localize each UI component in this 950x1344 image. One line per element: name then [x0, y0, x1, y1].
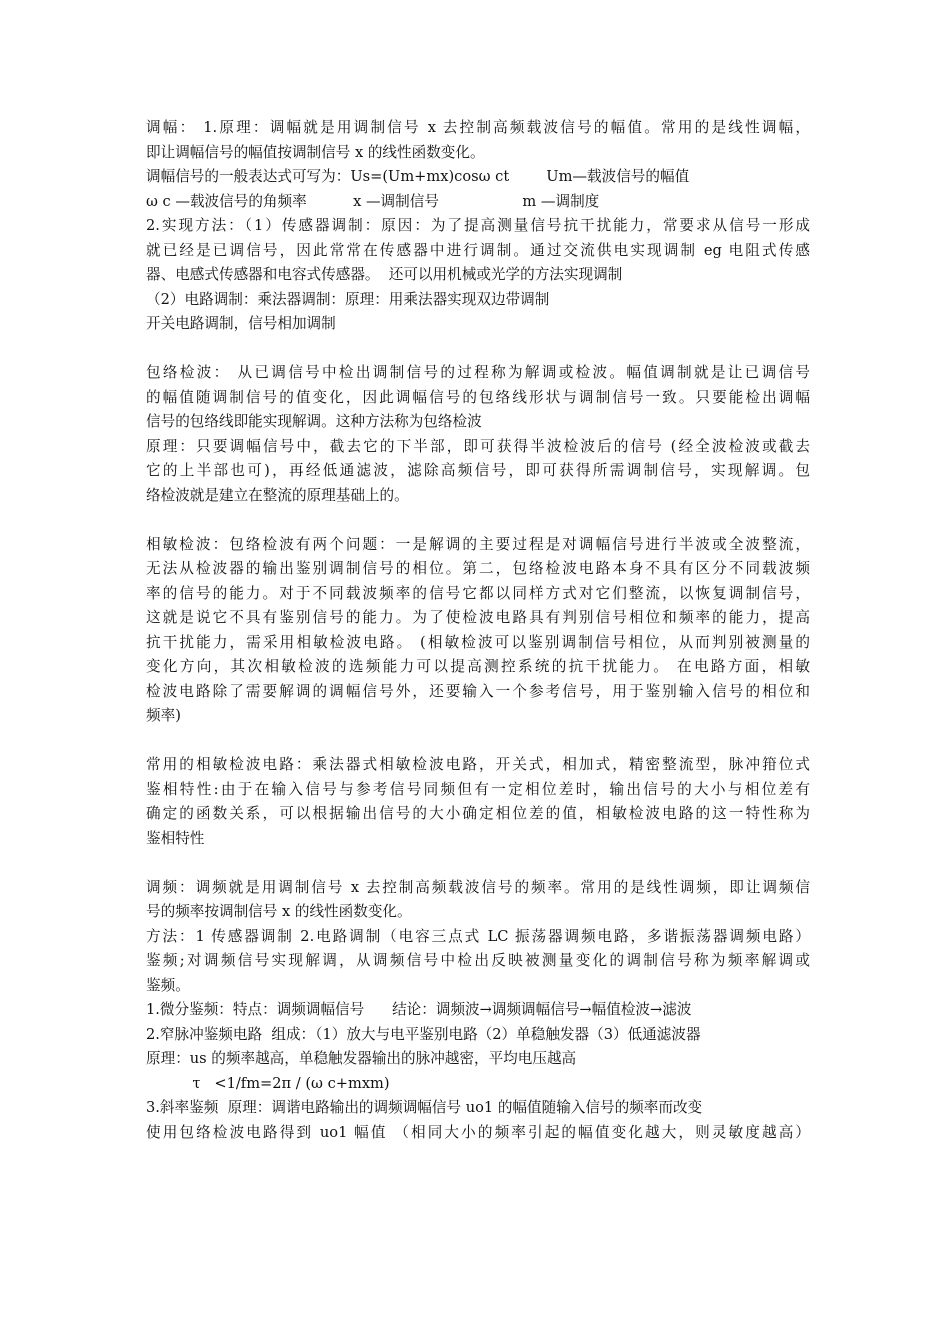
text-line: 器、电感式传感器和电容式传感器。 还可以用机械或光学的方法实现调制: [146, 266, 623, 283]
text-line: 号的频率按调制信号 x 的线性函数变化。: [146, 903, 412, 920]
text-line: 抗干扰能力，需采用相敏检波电路。 (相敏检波可以鉴别调制信号相位，从而判别被测量的: [146, 633, 810, 651]
text-line: 络检波就是建立在整流的原理基础上的。: [146, 486, 409, 504]
text-line: τ <1/fm=2π / (ω c+mxm): [146, 1074, 390, 1092]
text-line: ω c —载波信号的角频率 x —调制信号 m —调制度: [146, 192, 600, 210]
text-line: 就已经是已调信号，因此常常在传感器中进行调制。通过交流供电实现调制 eg 电阻式传感: [146, 241, 810, 259]
text-line: 频率): [146, 707, 181, 724]
text-line: （2）电路调制：乘法器调制：原理：用乘法器实现双边带调制: [146, 290, 550, 308]
text-line: 的幅值随调制信号的值变化，因此调幅信号的包络线形状与调制信号一致。只要能检出调幅: [146, 388, 810, 406]
text-line: 原理：us 的频率越高，单稳触发器输出的脉冲越密，平均电压越高: [146, 1050, 577, 1067]
text-line: 开关电路调制，信号相加调制: [146, 315, 336, 332]
text-line: 率的信号的能力。对于不同载波频率的信号它都以同样方式对它们整流，以恢复调制信号，: [146, 584, 810, 602]
text-line: 即让调幅信号的幅值按调制信号 x 的线性函数变化。: [146, 143, 485, 161]
text-line: 2.窄脉冲鉴频电路 组成：（1）放大与电平鉴别电路（2）单稳触发器（3）低通滤波器: [146, 1025, 701, 1043]
text-line: 鉴频。: [146, 976, 190, 994]
text-line: 包络检波： 从已调信号中检出调制信号的过程称为解调或检波。幅值调制就是让已调信号: [146, 364, 810, 381]
text-line: 相敏检波：包络检波有两个问题：一是解调的主要过程是对调幅信号进行半波或全波整流，: [146, 535, 810, 553]
text-line: 确定的函数关系，可以根据输出信号的大小确定相位差的值，相敏检波电路的这一特性称为: [146, 805, 810, 822]
text-line: 使用包络检波电路得到 uo1 幅值 （相同大小的频率引起的幅值变化越大，则灵敏度越高）: [146, 1123, 810, 1141]
text-line: 调幅： 1.原理：调幅就是用调制信号 x 去控制高频载波信号的幅值。常用的是线性调幅，: [146, 119, 810, 136]
text-line: 调幅信号的一般表达式可写为：Us=(Um+mx)cosω ct Um—载波信号的幅值: [146, 168, 690, 185]
text-line: 调频：调频就是用调制信号 x 去控制高频载波信号的频率。常用的是线性调频，即让调频信: [146, 878, 810, 896]
text-line: 检波电路除了需要解调的调幅信号外，还要输入一个参考信号，用于鉴别输入信号的相位和: [146, 682, 810, 700]
text-line: 常用的相敏检波电路：乘法器式相敏检波电路，开关式，相加式，精密整流型，脉冲箝位式: [146, 756, 810, 773]
text-line: 变化方向，其次相敏检波的选频能力可以提高测控系统的抗干扰能力。 在电路方面，相敏: [146, 658, 810, 675]
text-line: 鉴相特性: [146, 829, 205, 847]
paragraph-gap: [146, 729, 810, 754]
text-line: 这就是说它不具有鉴别信号的能力。为了使检波电路具有判别信号相位和频率的能力，提高: [146, 609, 810, 626]
paragraph-gap: [146, 337, 810, 362]
text-line: 无法从检波器的输出鉴别调制信号的相位。第二，包络检波电路本身不具有区分不同载波频: [146, 560, 810, 577]
text-line: 原理：只要调幅信号中，截去它的下半部，即可获得半波检波后的信号 (经全波检波或截去: [146, 437, 810, 455]
text-line: 信号的包络线即能实现解调。这种方法称为包络检波: [146, 413, 482, 430]
text-line: 2.实现方法：（1）传感器调制：原因：为了提高测量信号抗干扰能力，常要求从信号一形成: [146, 217, 810, 234]
text-line: 1.微分鉴频：特点：调频调幅信号 结论：调频波→调频调幅信号→幅值检波→滤波: [146, 1001, 692, 1018]
text-line: 它的上半部也可)，再经低通滤波，滤除高频信号，即可获得所需调制信号，实现解调。包: [146, 462, 810, 479]
text-line: 3.斜率鉴频 原理：调谐电路输出的调频调幅信号 uo1 的幅值随输入信号的频率而改变: [146, 1099, 703, 1116]
paragraph-gap: [146, 508, 810, 533]
document-page: [146, 116, 810, 1145]
text-line: 方法：1 传感器调制 2.电路调制（电容三点式 LC 振荡器调频电路，多谐振荡器调频电路）: [146, 927, 810, 945]
text-line: 鉴频;对调频信号实现解调，从调频信号中检出反映被测量变化的调制信号称为频率解调或: [146, 952, 810, 969]
paragraph-gap: [146, 851, 810, 876]
text-line: 鉴相特性:由于在输入信号与参考信号同频但有一定相位差时，输出信号的大小与相位差有: [146, 780, 810, 798]
